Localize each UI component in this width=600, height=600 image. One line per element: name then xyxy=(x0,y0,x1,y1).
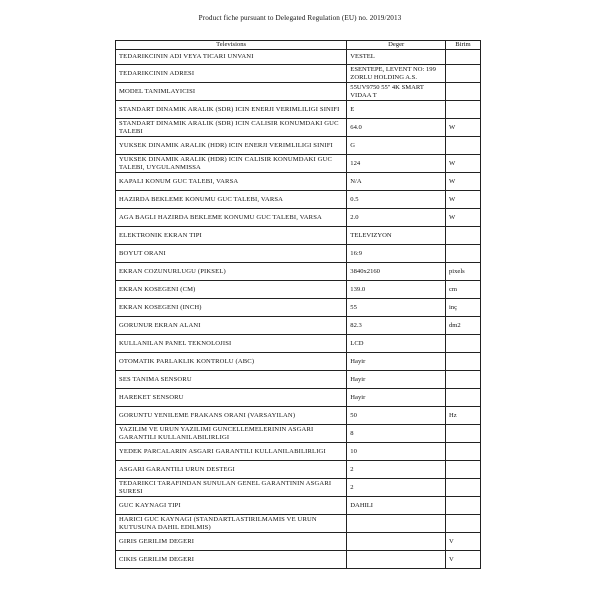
row-value: ESENTEPE, LEVENT NO: 199 ZORLU HOLDING A.S. xyxy=(347,65,446,83)
header-value: Deger xyxy=(347,41,446,50)
row-label: GIRIS GERILIM DEGERI xyxy=(116,533,347,551)
row-unit xyxy=(445,515,480,533)
row-label: KAPALI KONUM GUC TALEBI, VARSA xyxy=(116,173,347,191)
table-row xyxy=(116,335,481,353)
row-label: HARICI GUC KAYNAGI (STANDARTLASTIRILMAMIS VE URUN KUTUSUNA DAHIL EDILMIS) xyxy=(116,515,347,533)
row-unit xyxy=(445,479,480,497)
row-label: TEDARIKCININ ADI VEYA TICARI UNVANI xyxy=(116,50,347,65)
row-value: 10 xyxy=(347,443,446,461)
table-header-row xyxy=(116,41,481,50)
row-unit xyxy=(445,65,480,83)
row-value xyxy=(347,515,446,533)
row-value: Hayir xyxy=(347,389,446,407)
table-row xyxy=(116,551,481,569)
row-unit xyxy=(445,245,480,263)
table-row xyxy=(116,443,481,461)
row-value: 3840x2160 xyxy=(347,263,446,281)
row-label: MODEL TANIMLAYICISI xyxy=(116,83,347,101)
row-label: YUKSEK DINAMIK ARALIK (HDR) ICIN CALISIR KONUMDAKI GUC TALEBI, UYGULANMISSA xyxy=(116,155,347,173)
table-row xyxy=(116,101,481,119)
row-value: Hayir xyxy=(347,353,446,371)
row-unit xyxy=(445,50,480,65)
header-unit: Birim xyxy=(445,41,480,50)
table-row xyxy=(116,209,481,227)
table-row xyxy=(116,371,481,389)
table-row xyxy=(116,173,481,191)
row-value: VESTEL xyxy=(347,50,446,65)
table-row xyxy=(116,119,481,137)
row-value: 124 xyxy=(347,155,446,173)
row-unit xyxy=(445,497,480,515)
row-label: EKRAN KOSEGENI (INCH) xyxy=(116,299,347,317)
row-value: 64.0 xyxy=(347,119,446,137)
row-value: E xyxy=(347,101,446,119)
row-unit: V xyxy=(445,533,480,551)
row-unit xyxy=(445,389,480,407)
table-row xyxy=(116,407,481,425)
row-unit xyxy=(445,227,480,245)
table-row xyxy=(116,155,481,173)
table-row xyxy=(116,65,481,83)
row-value: 55 xyxy=(347,299,446,317)
table-row xyxy=(116,83,481,101)
row-label: SES TANIMA SENSORU xyxy=(116,371,347,389)
row-value: 0.5 xyxy=(347,191,446,209)
table-row xyxy=(116,533,481,551)
row-label: BOYUT ORANI xyxy=(116,245,347,263)
row-unit: Hz xyxy=(445,407,480,425)
row-value: 8 xyxy=(347,425,446,443)
table-row xyxy=(116,50,481,65)
table-row xyxy=(116,317,481,335)
table-row xyxy=(116,425,481,443)
table-row xyxy=(116,497,481,515)
row-unit xyxy=(445,83,480,101)
row-value: DAHILI xyxy=(347,497,446,515)
row-value: 16:9 xyxy=(347,245,446,263)
row-unit xyxy=(445,335,480,353)
table-row xyxy=(116,299,481,317)
table-row xyxy=(116,515,481,533)
row-value xyxy=(347,533,446,551)
row-label: CIKIS GERILIM DEGERI xyxy=(116,551,347,569)
row-value xyxy=(347,551,446,569)
row-label: GUC KAYNAGI TIPI xyxy=(116,497,347,515)
row-unit xyxy=(445,461,480,479)
row-label: YUKSEK DINAMIK ARALIK (HDR) ICIN ENERJI VERIMLILIGI SINIFI xyxy=(116,137,347,155)
row-label: ELEKTRONIK EKRAN TIPI xyxy=(116,227,347,245)
row-value: 2 xyxy=(347,461,446,479)
header-televisions: Televisions xyxy=(116,41,347,50)
row-label: AGA BAGLI HAZIRDA BEKLEME KONUMU GUC TALEBI, VARSA xyxy=(116,209,347,227)
row-label: HAREKET SENSORU xyxy=(116,389,347,407)
row-unit: cm xyxy=(445,281,480,299)
row-unit xyxy=(445,101,480,119)
row-label: TEDARIKCININ ADRESI xyxy=(116,65,347,83)
row-label: YEDEK PARCALARIN ASGARI GARANTILI KULLANILABILIRLIGI xyxy=(116,443,347,461)
row-label: STANDART DINAMIK ARALIK (SDR) ICIN ENERJI VERIMLILIGI SINIFI xyxy=(116,101,347,119)
row-unit xyxy=(445,353,480,371)
row-label: ASGARI GARANTILI URUN DESTEGI xyxy=(116,461,347,479)
table-row xyxy=(116,461,481,479)
row-unit: pixels xyxy=(445,263,480,281)
row-value: N/A xyxy=(347,173,446,191)
row-value: G xyxy=(347,137,446,155)
row-value: TELEVIZYON xyxy=(347,227,446,245)
row-unit: W xyxy=(445,155,480,173)
table-row xyxy=(116,479,481,497)
product-fiche-table xyxy=(115,40,481,569)
row-label: STANDART DINAMIK ARALIK (SDR) ICIN CALISIR KONUMDAKI GUC TALEBI xyxy=(116,119,347,137)
row-label: OTOMATIK PARLAKLIK KONTROLU (ABC) xyxy=(116,353,347,371)
row-value: 82.3 xyxy=(347,317,446,335)
row-label: YAZILIM VE URUN YAZILIMI GUNCELLEMELERININ ASGARI GARANTILI KULLANILABILIRLIGI xyxy=(116,425,347,443)
row-label: GORUNUR EKRAN ALANI xyxy=(116,317,347,335)
row-value: 2.0 xyxy=(347,209,446,227)
table-row xyxy=(116,389,481,407)
row-unit xyxy=(445,425,480,443)
row-unit: W xyxy=(445,119,480,137)
table-row xyxy=(116,245,481,263)
row-unit xyxy=(445,371,480,389)
table-row xyxy=(116,191,481,209)
row-label: EKRAN COZUNURLUGU (PIKSEL) xyxy=(116,263,347,281)
row-unit: W xyxy=(445,173,480,191)
row-label: TEDARIKCI TARAFINDAN SUNULAN GENEL GARANTININ ASGARI SURESI xyxy=(116,479,347,497)
row-value: 50 xyxy=(347,407,446,425)
table-row xyxy=(116,281,481,299)
row-value: 2 xyxy=(347,479,446,497)
row-value: 55UV9750 55'' 4K SMART VIDAA T xyxy=(347,83,446,101)
row-label: GORUNTU YENILEME FRAKANS ORANI (VARSAYILAN) xyxy=(116,407,347,425)
row-value: Hayir xyxy=(347,371,446,389)
row-unit: W xyxy=(445,191,480,209)
row-label: HAZIRDA BEKLEME KONUMU GUC TALEBI, VARSA xyxy=(116,191,347,209)
table-row xyxy=(116,263,481,281)
row-unit: dm2 xyxy=(445,317,480,335)
row-unit: V xyxy=(445,551,480,569)
row-unit: W xyxy=(445,209,480,227)
table-row xyxy=(116,137,481,155)
table-row xyxy=(116,353,481,371)
row-label: EKRAN KOSEGENI (CM) xyxy=(116,281,347,299)
row-unit xyxy=(445,443,480,461)
row-value: 139.0 xyxy=(347,281,446,299)
row-unit: inç xyxy=(445,299,480,317)
row-unit xyxy=(445,137,480,155)
row-label: KULLANILAN PANEL TEKNOLOJISI xyxy=(116,335,347,353)
document-title: Product fiche pursuant to Delegated Regulation (EU) no. 2019/2013 xyxy=(198,14,402,22)
table-row xyxy=(116,227,481,245)
row-value: LCD xyxy=(347,335,446,353)
